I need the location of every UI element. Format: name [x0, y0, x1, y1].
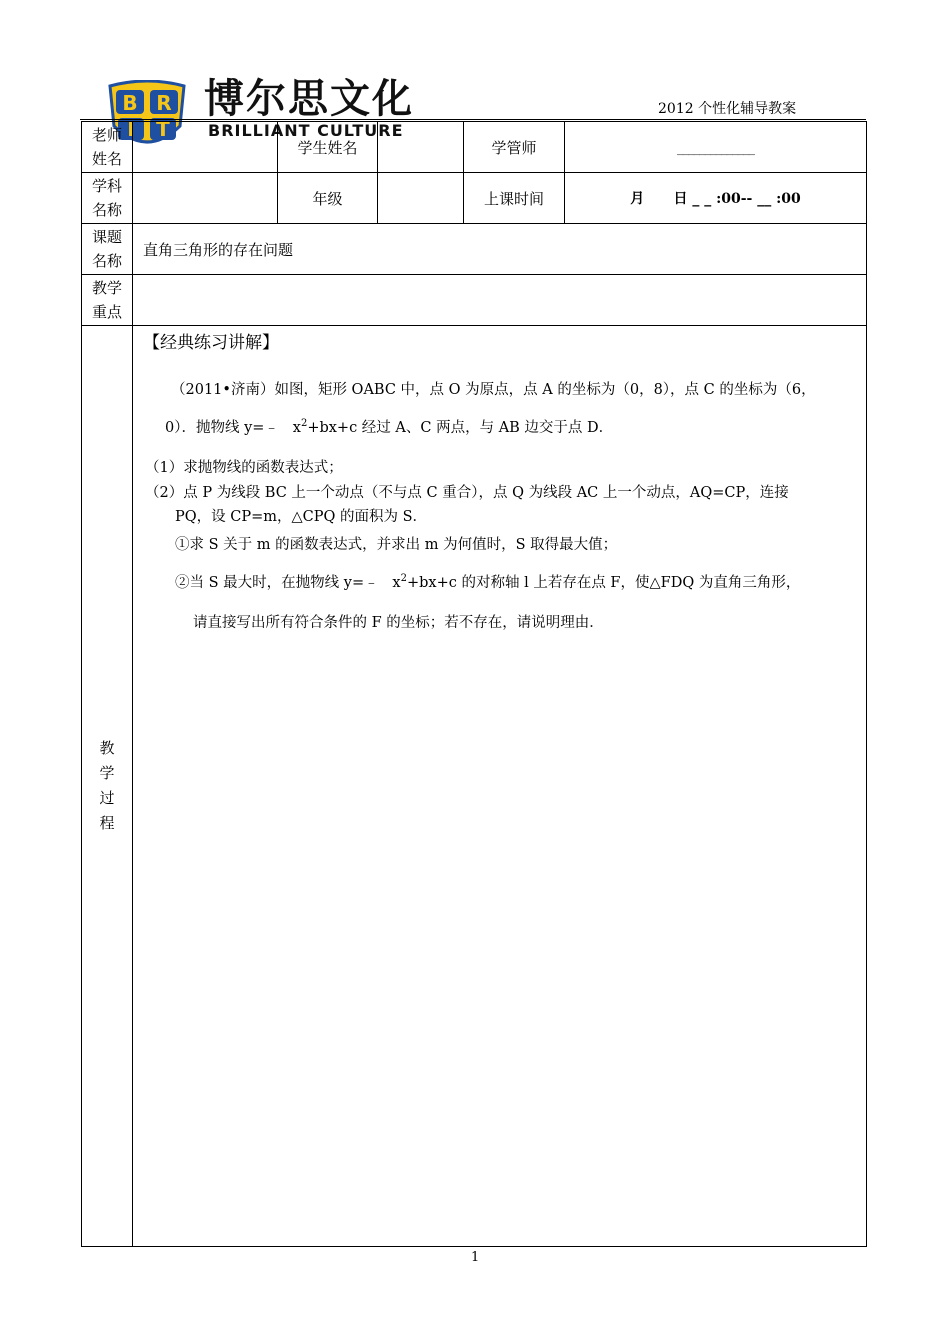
table-row [82, 275, 867, 326]
logo-letter: I [127, 117, 135, 141]
question-2-continued: PQ，设 CP=m，△CPQ 的面积为 S． [175, 508, 428, 525]
class-time-field[interactable] [565, 173, 867, 224]
problem-text: +bx+c 经过 A、C 两点，与 AB 边交于点 D． [307, 419, 614, 436]
class-time-label: 上课时间 [464, 173, 565, 224]
table-row [82, 224, 867, 275]
focus-field[interactable] [133, 275, 867, 326]
problem-statement-line [165, 414, 866, 438]
question-1: （1）求抛物线的函数表达式； [145, 459, 343, 476]
exponent: 2 [400, 572, 407, 584]
subject-field[interactable] [133, 173, 278, 224]
page-number: 1 [471, 1250, 480, 1265]
teacher-name-field[interactable] [133, 122, 278, 173]
logo-letter: R [156, 91, 172, 115]
brand-name-cn: 博尔思文化 [204, 76, 414, 122]
sub-question-text: +bx+c 的对称轴 l 上若存在点 F，使△FDQ 为直角三角形， [406, 574, 801, 591]
problem-text: 0）．抛物线 y=﹣ x [165, 419, 301, 436]
topic-title: 直角三角形的存在问题 [133, 224, 867, 275]
table-row [82, 326, 867, 1247]
sub-question-1: ①求 S 关于 m 的函数表达式，并求出 m 为何值时，S 取得最大值； [175, 536, 618, 553]
section-title: 【经典练习讲解】 [143, 333, 279, 353]
manager-value: ______________ [677, 141, 754, 156]
manager-label: 学管师 [464, 122, 565, 173]
manager-field[interactable] [565, 122, 867, 173]
table-row [82, 173, 867, 224]
sub-question-2-continued: 请直接写出所有符合条件的 F 的坐标；若不存在，请说明理由． [193, 614, 604, 631]
process-label: 教学过程 [82, 326, 133, 1247]
question-2: （2）点 P 为线段 BC 上一个动点（不与点 C 重合），点 Q 为线段 AC 上一个动点，AQ=CP，连接 [145, 484, 789, 501]
logo-letter: T [156, 117, 170, 141]
lesson-plan-table [81, 121, 867, 1247]
table-row [82, 122, 867, 173]
problem-statement-line: （2011•济南）如图，矩形 OABC 中，点 O 为原点，点 A 的坐标为（0，8），点 C 的坐标为（6， [171, 382, 816, 398]
header-divider [80, 119, 866, 120]
student-name-label: 学生姓名 [278, 122, 378, 173]
sub-question-text: ②当 S 最大时，在抛物线 y=﹣ x [175, 574, 401, 591]
grade-label: 年级 [278, 173, 378, 224]
document-title: 2012 个性化辅导教案 [658, 101, 797, 117]
topic-label: 课题名称 [82, 224, 133, 275]
brand-name-en: BRILLIANT CULTURE [208, 121, 404, 140]
exponent: 2 [300, 418, 308, 429]
class-time-value: 月 日 _ _ :00-- __ :00 [630, 191, 801, 207]
sub-question-2 [175, 569, 866, 593]
subject-label: 学科名称 [82, 173, 133, 224]
process-content [133, 326, 867, 1247]
focus-label: 教学重点 [82, 275, 133, 326]
teacher-name-label: 老师姓名 [82, 122, 133, 173]
logo-letter: B [122, 91, 138, 115]
student-name-field[interactable] [378, 122, 464, 173]
grade-field[interactable] [378, 173, 464, 224]
